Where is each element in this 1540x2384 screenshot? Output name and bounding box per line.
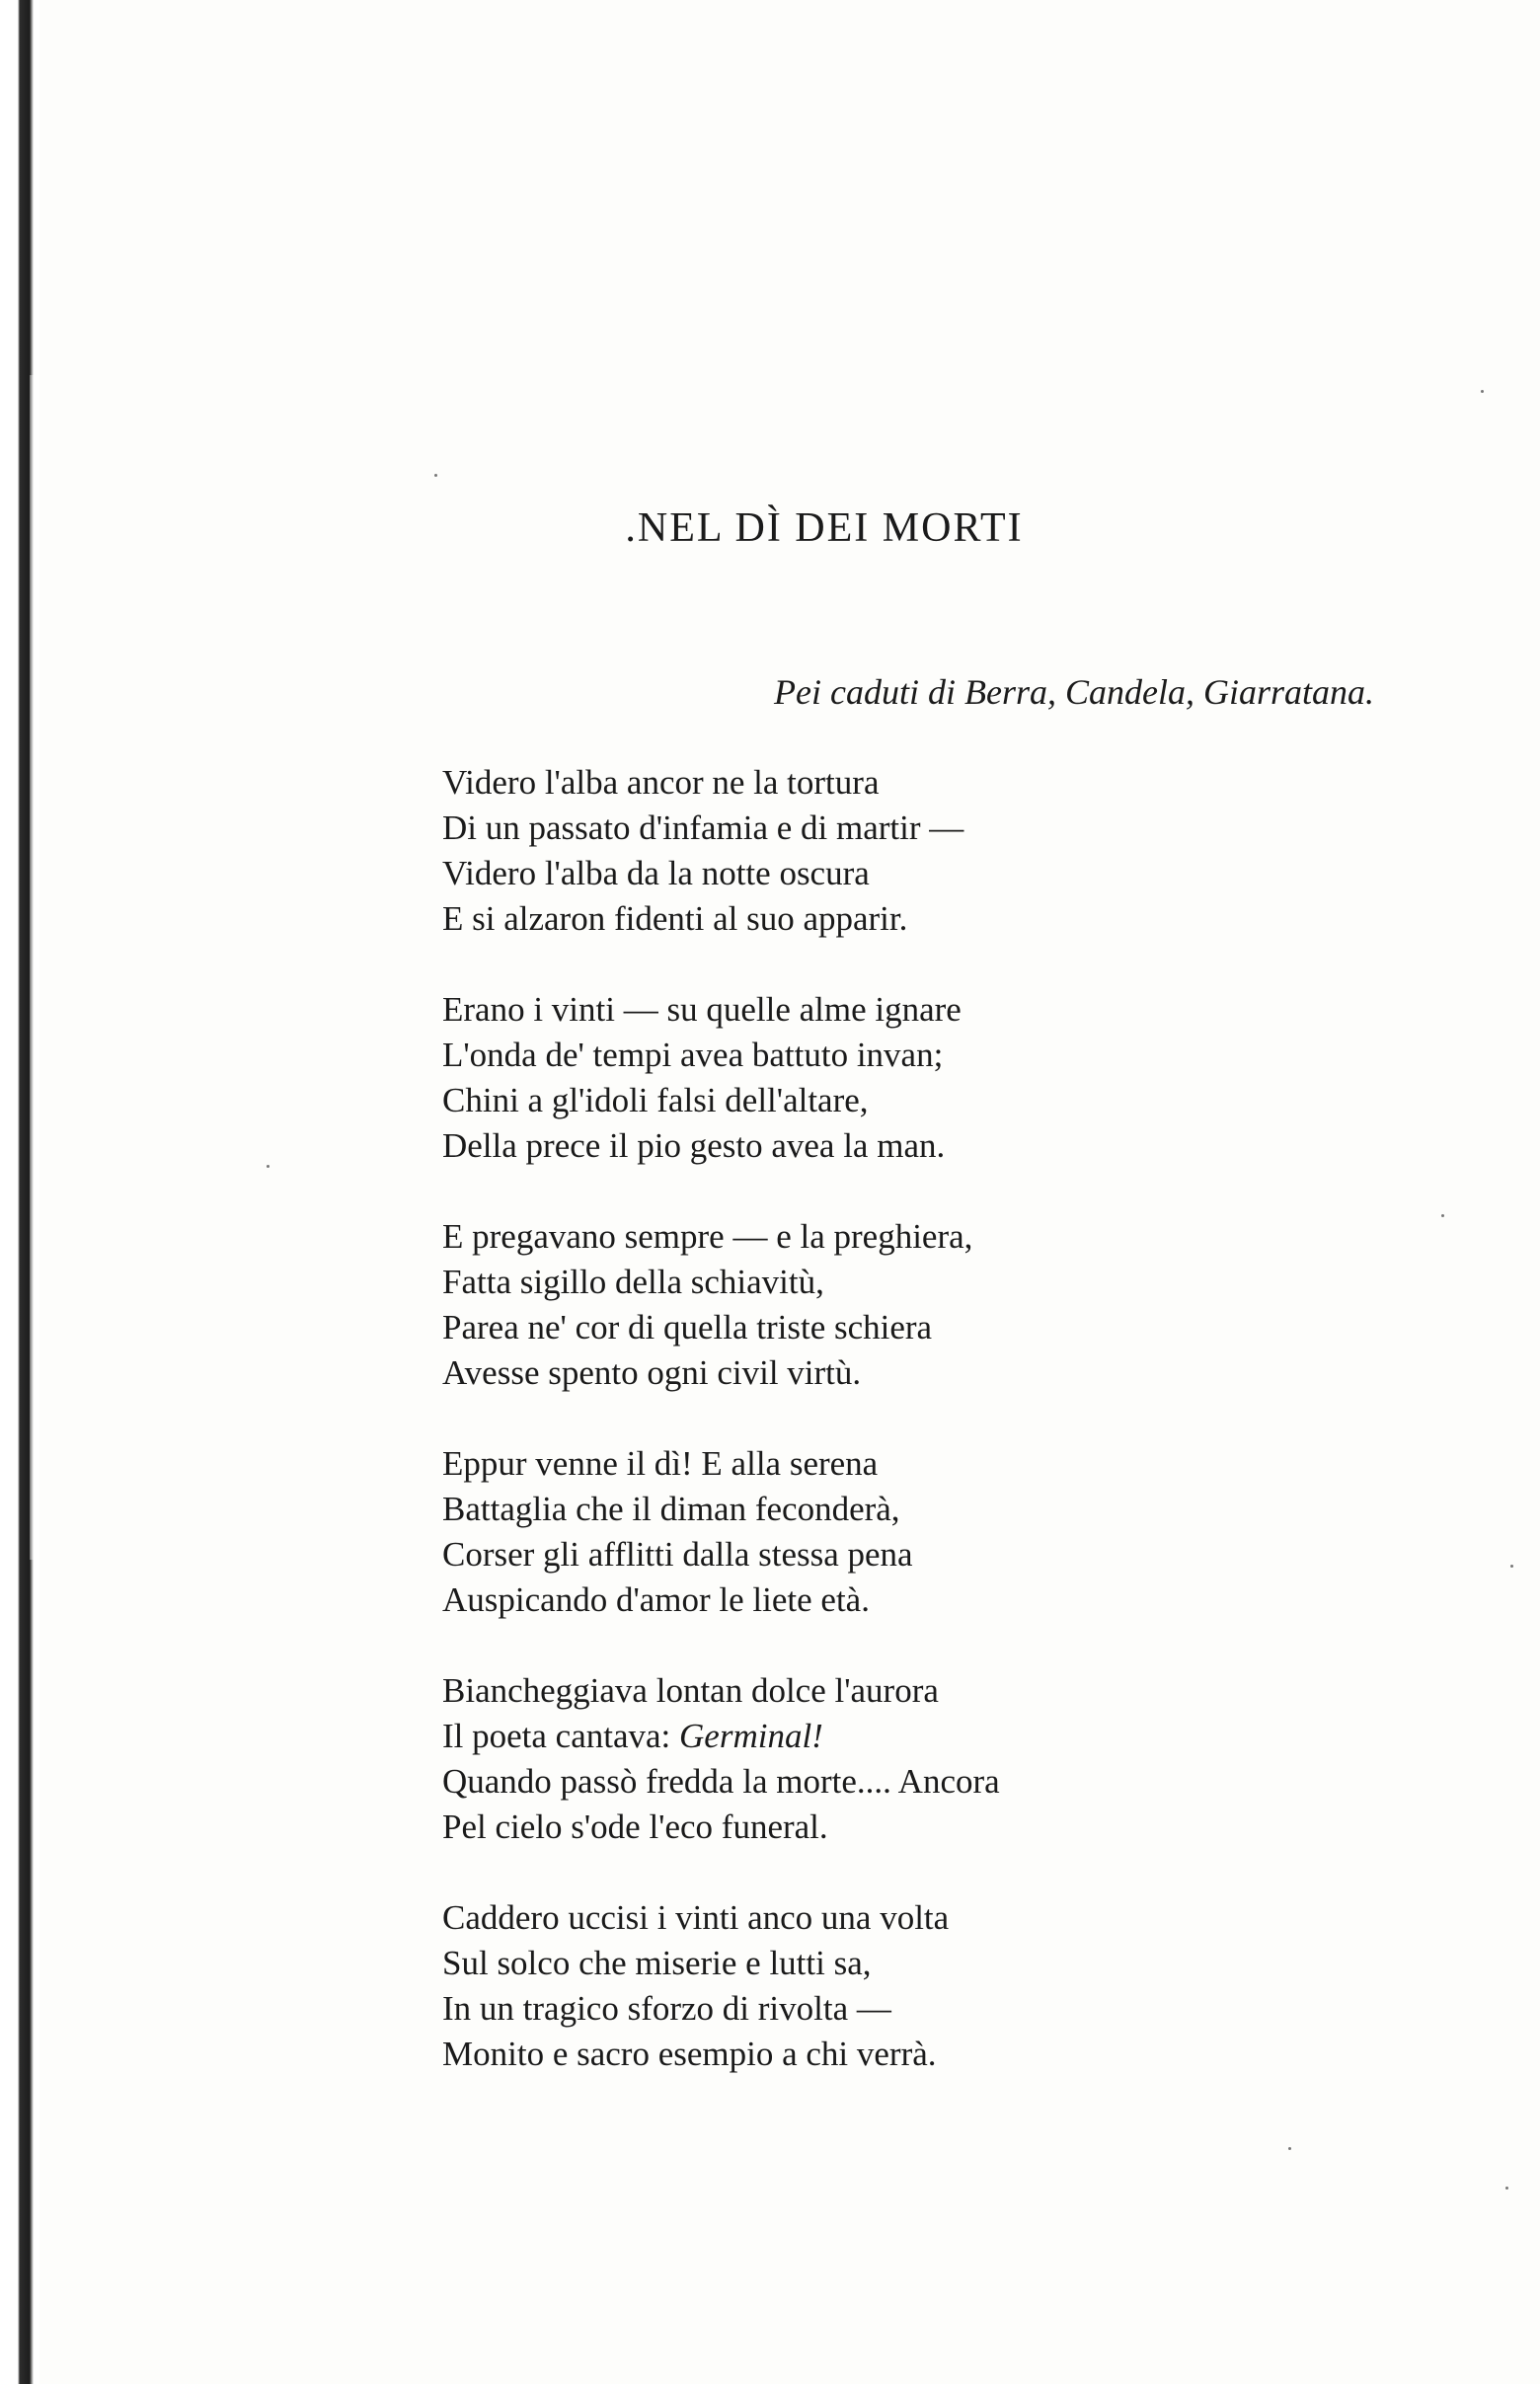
scan-speck: [434, 474, 437, 477]
poem-title: .NEL DÌ DEI MORTI: [625, 505, 1024, 551]
verse-line: Di un passato d'infamia e di martir —: [442, 808, 964, 847]
verse-line: Videro l'alba da la notte oscura: [442, 854, 870, 892]
verse-line: Quando passò fredda la morte.... Ancora: [442, 1762, 1000, 1801]
verse-line: L'onda de' tempi avea battuto invan;: [442, 1036, 944, 1074]
verse-line: E si alzaron fidenti al suo apparir.: [442, 899, 908, 938]
verse-line: [442, 1714, 1429, 1759]
stanza: [442, 1214, 1429, 1396]
verse-line: Pel cielo s'ode l'eco funeral.: [442, 1807, 828, 1846]
stanza: [442, 1441, 1429, 1623]
scan-speck: [1510, 1565, 1513, 1568]
verse-line: Biancheggiava lontan dolce l'aurora: [442, 1671, 939, 1710]
verse-line: Monito e sacro esempio a chi verrà.: [442, 2035, 937, 2073]
verse-line-italic: Germinal!: [679, 1717, 823, 1755]
scan-speck: [1505, 2187, 1508, 2190]
stanza: [442, 987, 1429, 1169]
verse-line: Chini a gl'idoli falsi dell'altare,: [442, 1081, 869, 1119]
poem-dedication: Pei caduti di Berra, Candela, Giarratana.: [774, 672, 1374, 712]
verse-line-text: Il poeta cantava:: [442, 1717, 680, 1755]
poem-body: [442, 760, 1429, 2122]
verse-line: Battaglia che il diman feconderà,: [442, 1490, 900, 1528]
page-binding-edge: [0, 0, 39, 2384]
verse-line: Fatta sigillo della schiavitù,: [442, 1263, 824, 1301]
verse-line: E pregavano sempre — e la preghiera,: [442, 1217, 973, 1256]
scan-speck: [1288, 2147, 1291, 2150]
stanza: [442, 760, 1429, 942]
verse-line: Sul solco che miserie e lutti sa,: [442, 1944, 872, 1982]
verse-line: Erano i vinti — su quelle alme ignare: [442, 990, 962, 1029]
verse-line: Corser gli afflitti dalla stessa pena: [442, 1535, 913, 1574]
verse-line: Parea ne' cor di quella triste schiera: [442, 1308, 933, 1346]
verse-line: Caddero uccisi i vinti anco una volta: [442, 1898, 950, 1937]
scan-speck: [1481, 390, 1484, 393]
verse-line: Auspicando d'amor le liete età.: [442, 1580, 870, 1619]
verse-line: Della prece il pio gesto avea la man.: [442, 1126, 946, 1165]
verse-line: Videro l'alba ancor ne la tortura: [442, 763, 880, 802]
scan-speck: [1441, 1214, 1444, 1217]
verse-line: Avesse spento ogni civil virtù.: [442, 1353, 862, 1392]
scan-speck: [267, 1165, 270, 1168]
stanza: [442, 1668, 1429, 1850]
verse-line: In un tragico sforzo di rivolta —: [442, 1989, 891, 2028]
stanza: [442, 1895, 1429, 2077]
verse-line: Eppur venne il dì! E alla serena: [442, 1444, 879, 1483]
